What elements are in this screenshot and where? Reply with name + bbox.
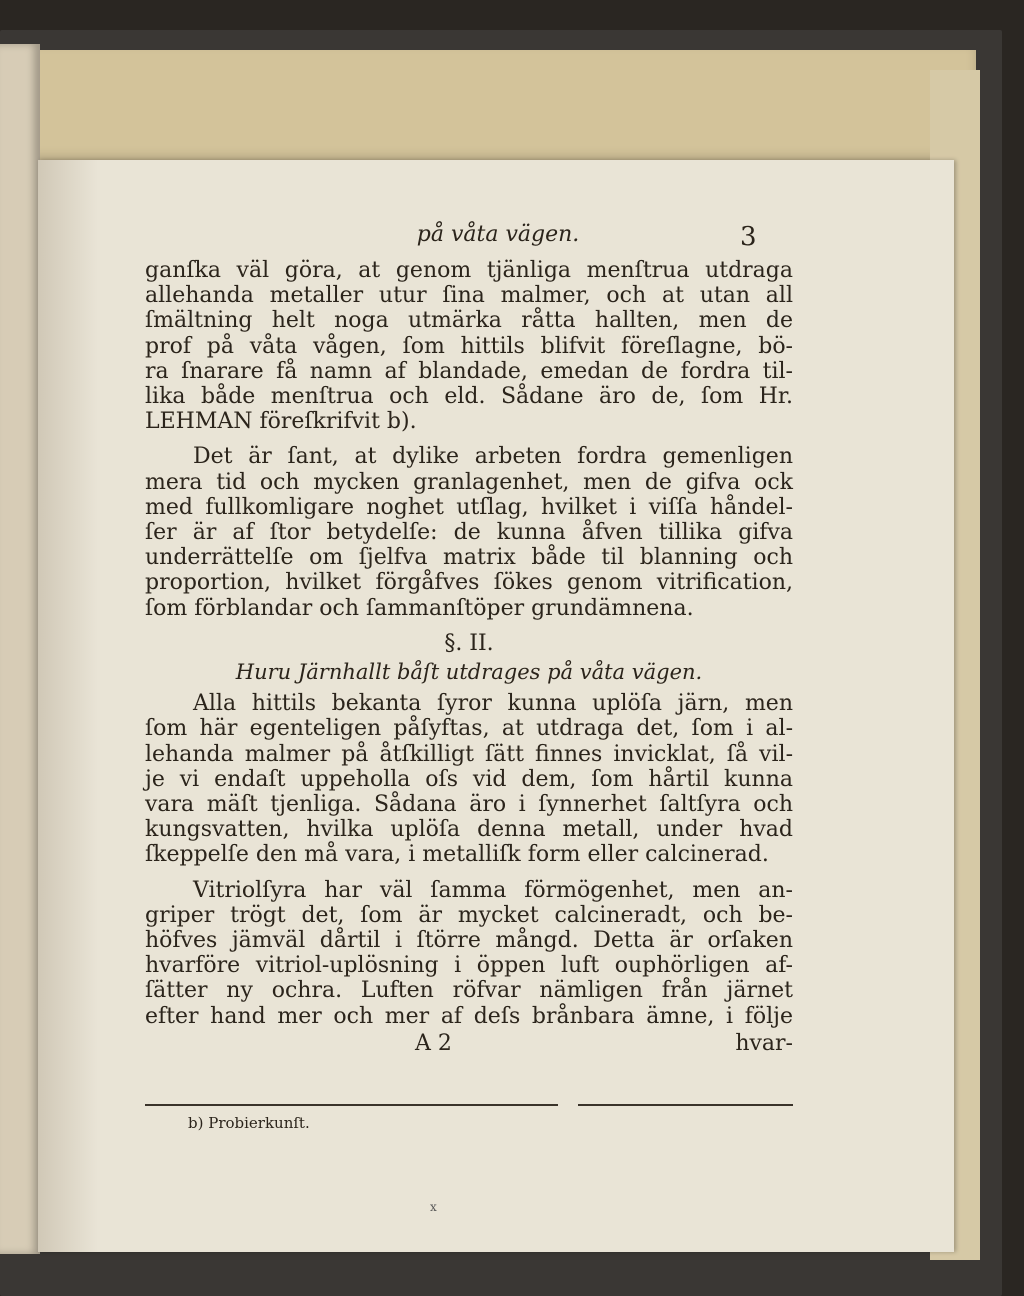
book-page [38, 160, 954, 1252]
text-line: ſätter ny ochra. Luften röfvar nämligen från järnet [145, 978, 793, 1004]
body-text [145, 258, 793, 1056]
text-line: griper trögt det, ſom är mycket calcineradt, och be- [145, 902, 793, 928]
text-line: ſkeppelſe den må vara, i metalliſk form eller calcinerad. [145, 842, 769, 868]
text-line: lika både menſtrua och eld. Sådane äro de, ſom Hr. [145, 384, 793, 410]
back-page-edge [8, 50, 976, 162]
text-line: Vitriolſyra har väl ſamma förmögenhet, men an- [193, 877, 793, 903]
text-line: lehanda malmer på åtſkilligt ſätt finnes invicklat, ſå vil- [145, 741, 793, 767]
text-line: ſer är af ſtor betydelſe: de kunna åfven tillika gifva [145, 520, 793, 546]
text-line: hvarföre vitriol-uplösning i öppen luft ouphörligen af- [145, 953, 793, 979]
text-line: Alla hittils bekanta ſyror kunna uplöſa järn, men [193, 691, 793, 717]
text-line: med fullkomligare noghet utſlag, hvilket i viſſa håndel- [145, 494, 793, 520]
text-line: proportion, hvilket förgåfves ſökes genom vitrification, [145, 570, 793, 596]
catchword: hvar- [735, 1030, 793, 1056]
text-line: LEHMAN föreſkrifvit b). [145, 409, 417, 435]
bottom-marker: x [430, 1200, 437, 1214]
page-foot-line [145, 1031, 793, 1056]
signature-mark: A 2 [415, 1030, 452, 1056]
paragraph-3 [145, 691, 793, 867]
text-line: underrättelſe om ſjelfva matrix både til blanning och [145, 545, 793, 571]
text-line: prof på våta vågen, ſom hittils blifvit föreſlagne, bö- [145, 333, 793, 359]
text-line: ganſka väl göra, at genom tjänliga menſtrua utdraga [145, 258, 793, 283]
text-line: Det är ſant, at dylike arbeten fordra gemenligen [193, 444, 793, 470]
text-line: ſom förblandar och ſammanſtöper grundämnena. [145, 595, 694, 621]
text-line: je vi endaſt uppeholla oſs vid dem, ſom hårtil kunna [145, 766, 793, 792]
book-gutter [0, 44, 40, 1254]
text-line: mera tid och mycken granlagenhet, men de gifva ock [145, 469, 793, 495]
text-line: vara mäſt tjenliga. Sådana äro i ſynnerhet ſaltſyra och [145, 792, 793, 818]
section-title: Huru Järnhallt båſt utdrages på våta vägen. [235, 660, 703, 685]
paragraph-2 [145, 444, 793, 620]
text-line: ra ſnarare få namn af blandade, emedan de fordra til- [145, 358, 793, 384]
text-line: kungsvatten, hvilka uplöſa denna metall, under hvad [145, 817, 793, 843]
section-number: §. II. [444, 630, 494, 656]
text-line: ſom här egenteligen påſyftas, at utdraga det, ſom i al- [145, 716, 793, 742]
text-line: höfves jämväl dårtil i ſtörre mångd. Detta är orſaken [145, 928, 793, 954]
page-number: 3 [740, 222, 757, 252]
text-line: allehanda metaller utur ſina malmer, och at utan all [145, 283, 793, 309]
footnote-rule [145, 1104, 793, 1106]
text-line: efter hand mer och mer af deſs brånbara ämne, i följe [145, 1003, 793, 1029]
running-head: på våta vägen. [416, 222, 580, 247]
paragraph-4 [145, 878, 793, 1029]
footnote: b) Probierkunſt. [188, 1114, 310, 1132]
paragraph-1 [145, 258, 793, 434]
text-line: ſmältning helt noga utmärka råtta hallten, men de [145, 308, 793, 334]
